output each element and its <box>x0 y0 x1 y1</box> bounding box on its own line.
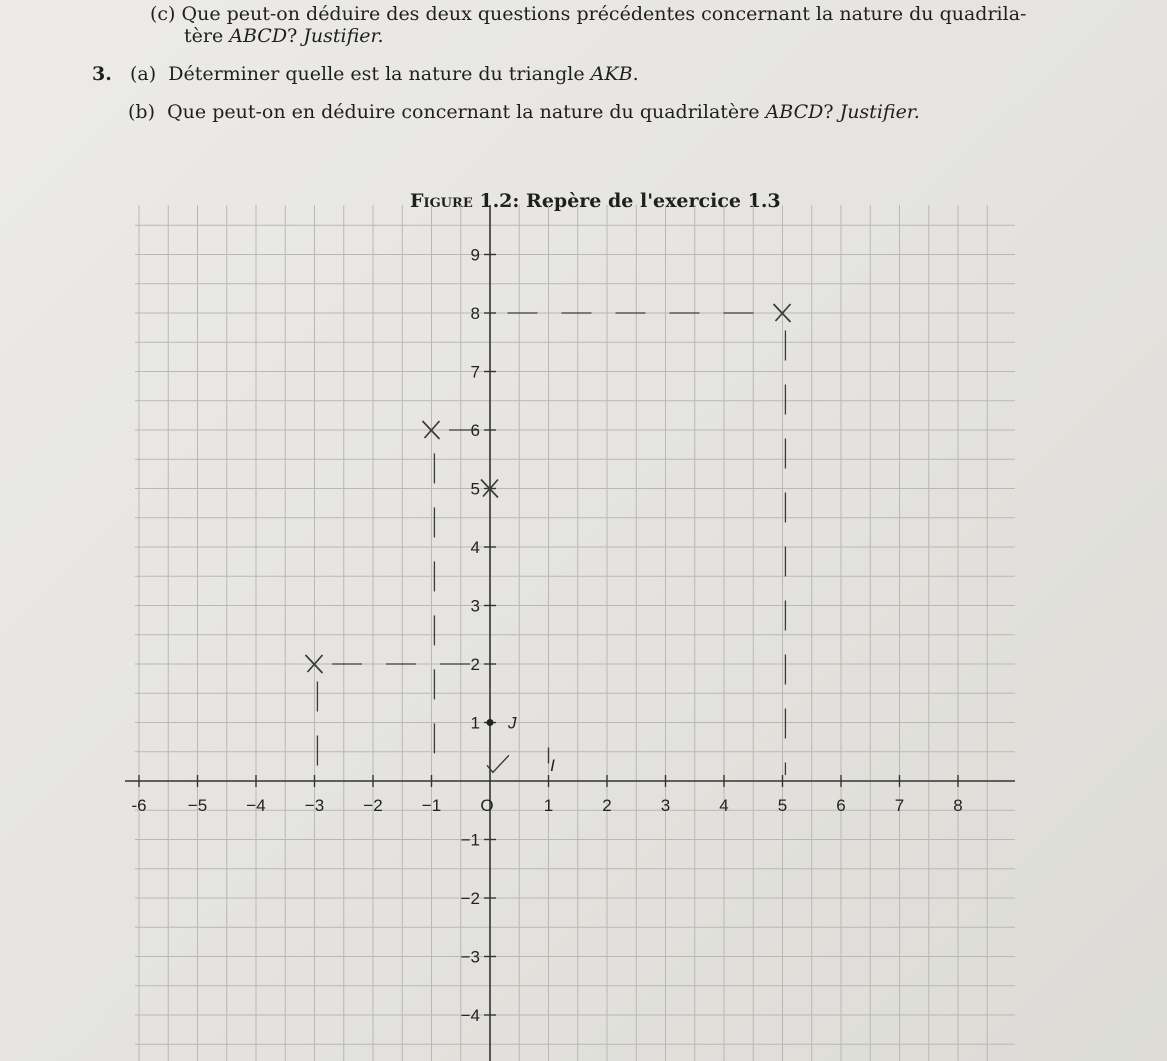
point-j-label: J <box>508 713 517 733</box>
y-tick-label: 5 <box>470 479 480 499</box>
figure-caption-prefix: Figure <box>410 190 473 212</box>
x-tick-label: 2 <box>602 796 612 815</box>
y-tick-label: 2 <box>470 655 480 674</box>
justify-label: Justifier. <box>303 25 384 47</box>
y-tick-label: −2 <box>460 889 480 908</box>
x-tick-label: 7 <box>894 796 905 815</box>
figure-caption-text: 1.2: Repère de l'exercice 1.3 <box>472 190 781 212</box>
question-2c-label: (c) <box>150 3 176 25</box>
point-i-label: I <box>550 756 555 775</box>
question-mark: ? <box>287 25 304 47</box>
question-mark-2: ? <box>823 101 840 123</box>
question-3a-label: (a) <box>129 63 157 85</box>
x-tick-label: -6 <box>131 796 147 815</box>
quadrilateral-name: ABCD <box>229 25 288 47</box>
grid-lines <box>135 205 1015 1061</box>
x-tick-label: 1 <box>543 796 554 815</box>
x-tick-label: 8 <box>953 796 963 815</box>
x-tick-label: −2 <box>363 796 383 815</box>
x-tick-label: 3 <box>660 796 671 815</box>
y-tick-label: 6 <box>470 421 480 440</box>
axes <box>125 205 1015 1061</box>
point-j-dot <box>487 719 494 726</box>
y-tick-label: −3 <box>460 947 480 967</box>
x-tick-label: 4 <box>719 796 729 815</box>
period: . <box>632 63 639 85</box>
x-tick-label: −4 <box>246 796 266 815</box>
question-3b-text: Que peut-on en déduire concernant la nature du quadrilatère <box>167 101 766 123</box>
x-tick-label: 5 <box>777 796 788 815</box>
y-tick-label: 8 <box>470 304 480 323</box>
question-3-number: 3. <box>92 63 112 85</box>
question-3a-text: Déterminer quelle est la nature du triangle <box>168 63 591 85</box>
y-tick-label: −1 <box>460 830 480 850</box>
x-tick-label: −1 <box>421 796 442 815</box>
x-tick-label: −3 <box>304 796 325 815</box>
x-tick-label: 6 <box>836 796 846 815</box>
question-2c-text-cont: tère <box>184 25 230 47</box>
triangle-name: AKB <box>590 63 633 85</box>
y-tick-label: 7 <box>470 362 480 382</box>
question-3b-label: (b) <box>128 101 155 123</box>
quadrilateral-name-2: ABCD <box>765 101 824 123</box>
question-2c-text: Que peut-on déduire des deux questions précédentes concernant la nature du quadrila- <box>181 3 1027 25</box>
y-tick-label: 3 <box>470 596 480 616</box>
x-tick-label: O <box>480 796 494 815</box>
x-tick-label: −5 <box>187 796 208 815</box>
y-tick-label: 4 <box>470 538 480 557</box>
y-tick-label: 9 <box>470 245 480 265</box>
y-tick-label: −4 <box>460 1006 480 1025</box>
justify-label-2: Justifier. <box>839 101 920 123</box>
y-tick-label: 1 <box>470 713 480 733</box>
